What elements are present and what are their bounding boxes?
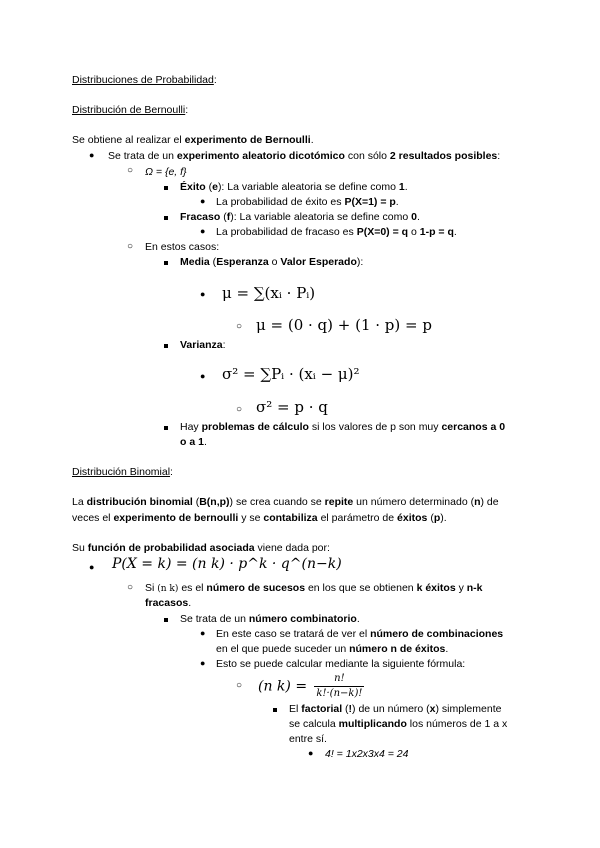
square-bullet-icon [164,186,168,190]
square-bullet-icon [164,618,168,622]
exito-item: Éxito (e): La variable aleatoria se define como 1. [180,181,408,193]
binomial-paragraph-line2: veces el experimento de bernoulli y se contabiliza el parámetro de éxitos (p). [72,512,447,524]
binomial-paragraph-line1: La distribución binomial (B(n,p)) se crea cuando se repite un número determinado (n) de [72,496,499,508]
mean-formula: μ = ∑(xᵢ · Pᵢ) [222,284,316,302]
square-bullet-icon [164,426,168,430]
circle-bullet-icon: ○ [236,321,243,332]
en-estos-casos: En estos casos: [145,241,220,253]
section-title-binomial: Distribución Binomial: [72,466,173,478]
bullet-icon: ● [200,658,206,668]
bernoulli-intro: Se obtiene al realizar el experimento de Bernoulli. [72,134,314,146]
square-bullet-icon [273,708,277,712]
bullet-icon: ● [308,748,314,758]
bullet-icon: ● [200,289,206,299]
sample-space: Ω = {e, f} [145,166,187,178]
fracaso-probability: La probabilidad de fracaso es P(X=0) = q o 1-p = q. [216,226,457,238]
pmf-formula: P(X = k) = (n k) · p^k · q^(n−k) [112,556,342,572]
document-title: Distribuciones de Probabilidad: [72,74,217,86]
factorial-line1: El factorial (!) de un número (x) simplemente [289,703,502,715]
problemas-calculo: Hay problemas de cálculo si los valores de p son muy cercanos a 0 [180,421,506,433]
funcion-probabilidad: Su función de probabilidad asociada viene dada por: [72,542,330,554]
bullet-icon: ● [200,371,206,381]
factorial-line3: entre sí. [289,733,327,745]
bullet-icon: ● [89,562,95,572]
section-title-bernoulli: Distribución de Bernoulli: [72,104,189,116]
square-bullet-icon [164,216,168,220]
fracasos-cont: fracasos. [145,597,192,609]
bernoulli-bullet-1: Se trata de un experimento aleatorio dicotómico con sólo 2 resultados posibles: [108,150,501,162]
problemas-calculo-cont: o a 1. [180,436,207,448]
circle-bullet-icon: ○ [127,582,134,593]
caso-line2: en el que puede suceder un número n de éxitos. [216,643,449,655]
bullet-icon: ● [89,150,95,160]
caso-line1: En este caso se tratará de ver el número de combinaciones [216,628,504,640]
circle-bullet-icon: ○ [127,241,134,252]
si-combinatorio: Si (n k) es el número de sucesos en los que se obtienen k éxitos y n-k [145,582,483,594]
combinatorial-formula: (n k) = $\frac{n!}{k!\cdot(n-k)!}$ [258,673,363,699]
exito-probability: La probabilidad de éxito es P(X=1) = p. [216,196,399,208]
factorial-line2: se calcula multiplicando los números de 1 a x [289,718,508,730]
formula-intro: Esto se puede calcular mediante la siguiente fórmula: [216,658,466,670]
varianza-heading: Varianza: [180,339,226,351]
bullet-icon: ● [200,196,206,206]
mean-result: μ = (0 · q) + (1 · p) = p [256,316,432,334]
bullet-icon: ● [200,628,206,638]
square-bullet-icon [164,344,168,348]
media-heading: Media (Esperanza o Valor Esperado): [180,256,364,268]
variance-result: σ² = p · q [256,398,328,416]
square-bullet-icon [164,261,168,265]
variance-formula: σ² = ∑Pᵢ · (xᵢ − μ)² [222,365,360,383]
factorial-example: 4! = 1x2x3x4 = 24 [325,748,409,760]
circle-bullet-icon: ○ [236,404,243,415]
bullet-icon: ● [200,226,206,236]
fracaso-item: Fracaso (f): La variable aleatoria se define como 0. [180,211,420,223]
circle-bullet-icon: ○ [236,680,243,691]
fraction-denominator: k!·(n−k)! [316,688,363,699]
fraction-numerator: n! [314,672,364,687]
circle-bullet-icon: ○ [127,165,134,176]
numero-combinatorio: Se trata de un número combinatorio. [180,613,360,625]
